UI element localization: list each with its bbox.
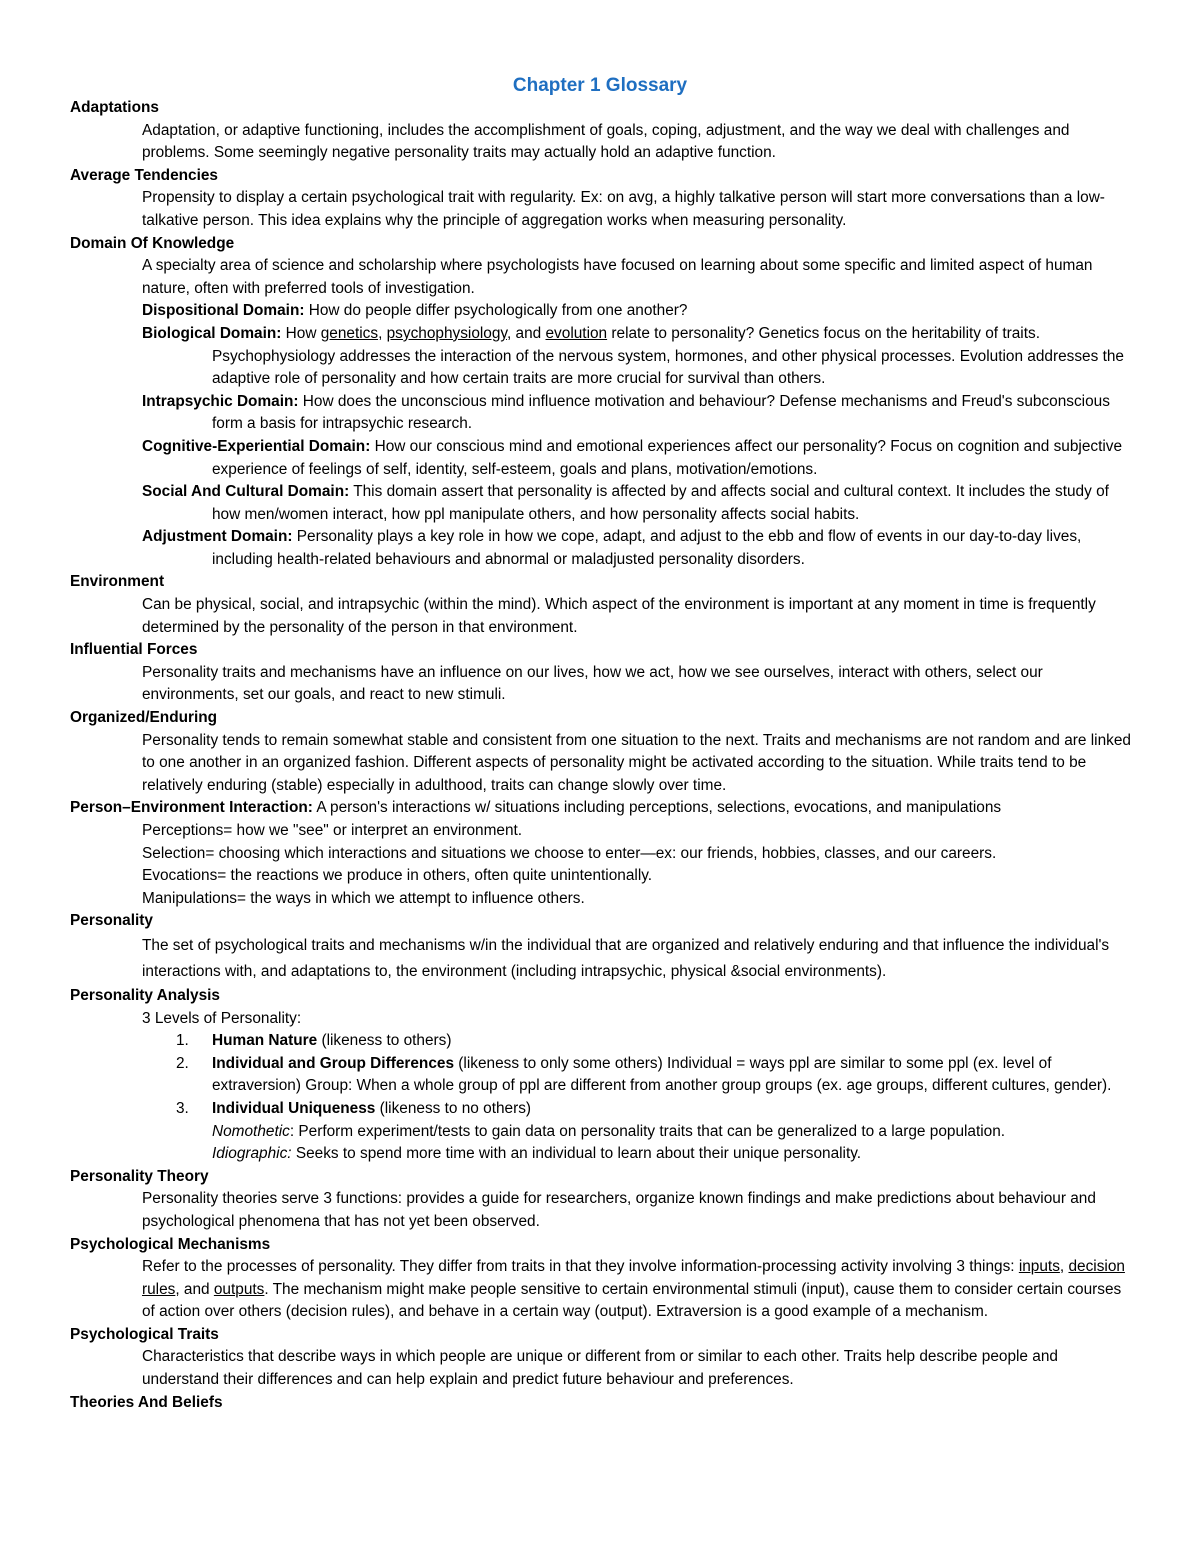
nomothetic-text: : Perform experiment/tests to gain data on personality traits that can be generalized to a large population.	[289, 1122, 1006, 1140]
term-psychological-traits: Psychological Traits	[70, 1325, 219, 1343]
def-person-environment: A person's interactions w/ situations including perceptions, selections, evocations, and manipulations	[312, 799, 1002, 817]
def-domain-of-knowledge: A specialty area of science and scholarship where psychologists have focused on learning about some specific and limited aspect of human nature, often with preferred tools of investigation.	[142, 257, 1093, 297]
term-environment: Environment	[70, 573, 165, 591]
underlined-evolution: evolution	[545, 324, 608, 342]
subdomain-cognitive	[142, 436, 1132, 481]
term-personality-theory: Personality Theory	[70, 1167, 209, 1185]
glossary-body	[70, 97, 1132, 1414]
subdomain-social	[142, 481, 1132, 526]
underlined-psychophysiology: psychophysiology	[386, 324, 507, 342]
list-number: 3.	[176, 1099, 189, 1117]
subdomain-label: Social And Cultural Domain:	[142, 483, 350, 501]
level-item	[176, 1053, 1132, 1098]
subdomain-label: Biological Domain:	[142, 324, 282, 342]
def-text: , and	[175, 1280, 214, 1298]
subdomain-label: Intrapsychic Domain:	[142, 392, 299, 410]
def-average-tendencies: Propensity to display a certain psychological trait with regularity. Ex: on avg, a highly talkative person will start more conversations than a low-talkative person. This idea explains why the principle of aggregation works when measuring personality.	[142, 189, 1105, 229]
subdomain-text: How	[281, 324, 321, 342]
pe-line-evocations: Evocations= the reactions we produce in others, often quite unintentionally.	[142, 867, 653, 885]
term-personality: Personality	[70, 912, 153, 930]
subdomain-label: Cognitive-Experiential Domain:	[142, 437, 371, 455]
page-title: Chapter 1 Glossary	[512, 75, 688, 96]
def-personality: The set of psychological traits and mechanisms w/in the individual that are organized and relatively enduring and that influence the individual's interactions with, and adaptations to, the environment (including intrapsychic, physical &social environments).	[142, 936, 1110, 980]
def-influential-forces: Personality traits and mechanisms have an influence on our lives, how we act, how we see ourselves, interact with others, select our environments, set our goals, and react to new stimuli.	[142, 663, 1043, 704]
subdomain-dispositional	[142, 300, 1132, 323]
def-text: . The mechanism might make people sensitive to certain environmental stimuli (input), cause them to consider certain courses of action over others (decision rules), and behave in a certain way (output). Extraversion is a good example of a mechanism.	[142, 1280, 1122, 1321]
def-psychological-traits: Characteristics that describe ways in which people are unique or different from or similar to each other. Traits help describe people and understand their differences and can help explain and predict future behaviour and preferences.	[142, 1348, 1058, 1389]
subdomain-text: ,	[378, 324, 387, 342]
subdomain-text: , and	[506, 324, 546, 342]
underlined-inputs: inputs	[1018, 1258, 1060, 1276]
idiographic-text: Seeks to spend more time with an individual to learn about their unique personality.	[291, 1145, 862, 1163]
nomothetic-line	[212, 1121, 1132, 1144]
subdomain-text: Personality plays a key role in how we cope, adapt, and adjust to the ebb and flow of events in our day-to-day lives, including health-related behaviours and abnormal or maladjusted personality disorders.	[212, 528, 1082, 568]
subdomain-text: This domain assert that personality is affected by and affects social and cultural context. It includes the study of how men/women interact, how ppl manipulate others, and how personality affects social habits.	[212, 483, 1109, 523]
subdomain-biological	[142, 323, 1132, 391]
list-number: 1.	[176, 1032, 189, 1050]
level-label: Individual and Group Differences	[212, 1054, 455, 1072]
def-personality-theory: Personality theories serve 3 functions: provides a guide for researchers, organize known findings and make predictions about behaviour and psychological phenomena that has not yet been observed.	[142, 1190, 1096, 1230]
term-influential-forces: Influential Forces	[70, 641, 198, 659]
def-environment: Can be physical, social, and intrapsychic (within the mind). Which aspect of the environment is important at any moment in time is frequently determined by the personality of the person in that environment.	[142, 596, 1096, 636]
subdomain-text: How does the unconscious mind influence motivation and behaviour? Defense mechanisms and Freud's subconscious form a basis for intrapsychic research.	[212, 392, 1110, 433]
underlined-genetics: genetics	[320, 324, 379, 342]
analysis-intro: 3 Levels of Personality:	[142, 1009, 302, 1027]
term-theories-and-beliefs: Theories And Beliefs	[70, 1393, 223, 1411]
subdomain-adjustment	[142, 526, 1132, 571]
def-text: ,	[1059, 1258, 1069, 1276]
subdomain-label: Adjustment Domain:	[142, 528, 293, 546]
nomothetic-label: Nomothetic	[212, 1122, 290, 1140]
term-personality-analysis: Personality Analysis	[70, 986, 220, 1004]
subdomain-text: relate to personality? Genetics focus on the heritability of traits. Psychophysiology addresses the interaction of the nervous system, hormones, and other physical processes. Evolution addresses the adaptive role of personality and how certain traits are more crucial for survival than others.	[212, 324, 1124, 388]
pe-line-manipulations: Manipulations= the ways in which we attempt to influence others.	[142, 889, 585, 907]
term-adaptations: Adaptations	[70, 99, 159, 116]
entry-person-environment	[70, 797, 1132, 820]
list-number: 2.	[176, 1054, 189, 1072]
subdomain-text: How do people differ psychologically from one another?	[304, 302, 688, 320]
def-adaptations: Adaptation, or adaptive functioning, includes the accomplishment of goals, coping, adjustment, and the way we deal with challenges and problems. Some seemingly negative personality traits may actually hold an adaptive function.	[142, 121, 1070, 162]
term-average-tendencies: Average Tendencies	[70, 166, 218, 184]
underlined-outputs: outputs	[213, 1280, 265, 1298]
subdomain-label: Dispositional Domain:	[142, 302, 305, 320]
def-psychological-mechanisms	[142, 1256, 1132, 1324]
level-label: Human Nature	[212, 1032, 318, 1050]
level-item	[176, 1030, 1132, 1053]
level-label: Individual Uniqueness	[212, 1099, 376, 1117]
subdomain-text: How our conscious mind and emotional experiences affect our personality? Focus on cognition and subjective experience of feelings of self, identity, self-esteem, goals and plans, motivation/emotions.	[212, 437, 1123, 478]
level-text: (likeness to no others)	[375, 1099, 532, 1117]
idiographic-label: Idiographic:	[212, 1145, 292, 1163]
term-organized-enduring: Organized/Enduring	[70, 709, 218, 727]
underlined-decision-rules: decision rules	[142, 1258, 1125, 1298]
level-text: (likeness to others)	[317, 1032, 452, 1050]
idiographic-line	[212, 1143, 1132, 1166]
level-text: (likeness to only some others) Individual = ways ppl are similar to some ppl (ex. level of extraversion) Group: When a whole group of ppl are different from another group groups (ex. age groups, different cultures, gender).	[212, 1054, 1112, 1095]
term-domain-of-knowledge: Domain Of Knowledge	[70, 234, 235, 252]
term-person-environment: Person–Environment Interaction:	[70, 799, 313, 817]
pe-line-perceptions: Perceptions= how we "see" or interpret an environment.	[142, 822, 523, 839]
def-text: Refer to the processes of personality. They differ from traits in that they involve information-processing activity involving 3 things:	[142, 1258, 1019, 1276]
def-organized-enduring: Personality tends to remain somewhat stable and consistent from one situation to the next. Traits and mechanisms are not random and are linked to one another in an organized fashion. Different aspects of personality might be activated according to the situation. While traits tend to be relatively enduring (stable) especially in adulthood, traits can change slowly over time.	[142, 731, 1131, 794]
pe-line-selection: Selection= choosing which interactions and situations we choose to enter—ex: our friends, hobbies, classes, and our careers.	[142, 844, 997, 862]
level-item	[176, 1098, 1132, 1121]
term-psychological-mechanisms: Psychological Mechanisms	[70, 1235, 271, 1253]
subdomain-intrapsychic	[142, 391, 1132, 436]
